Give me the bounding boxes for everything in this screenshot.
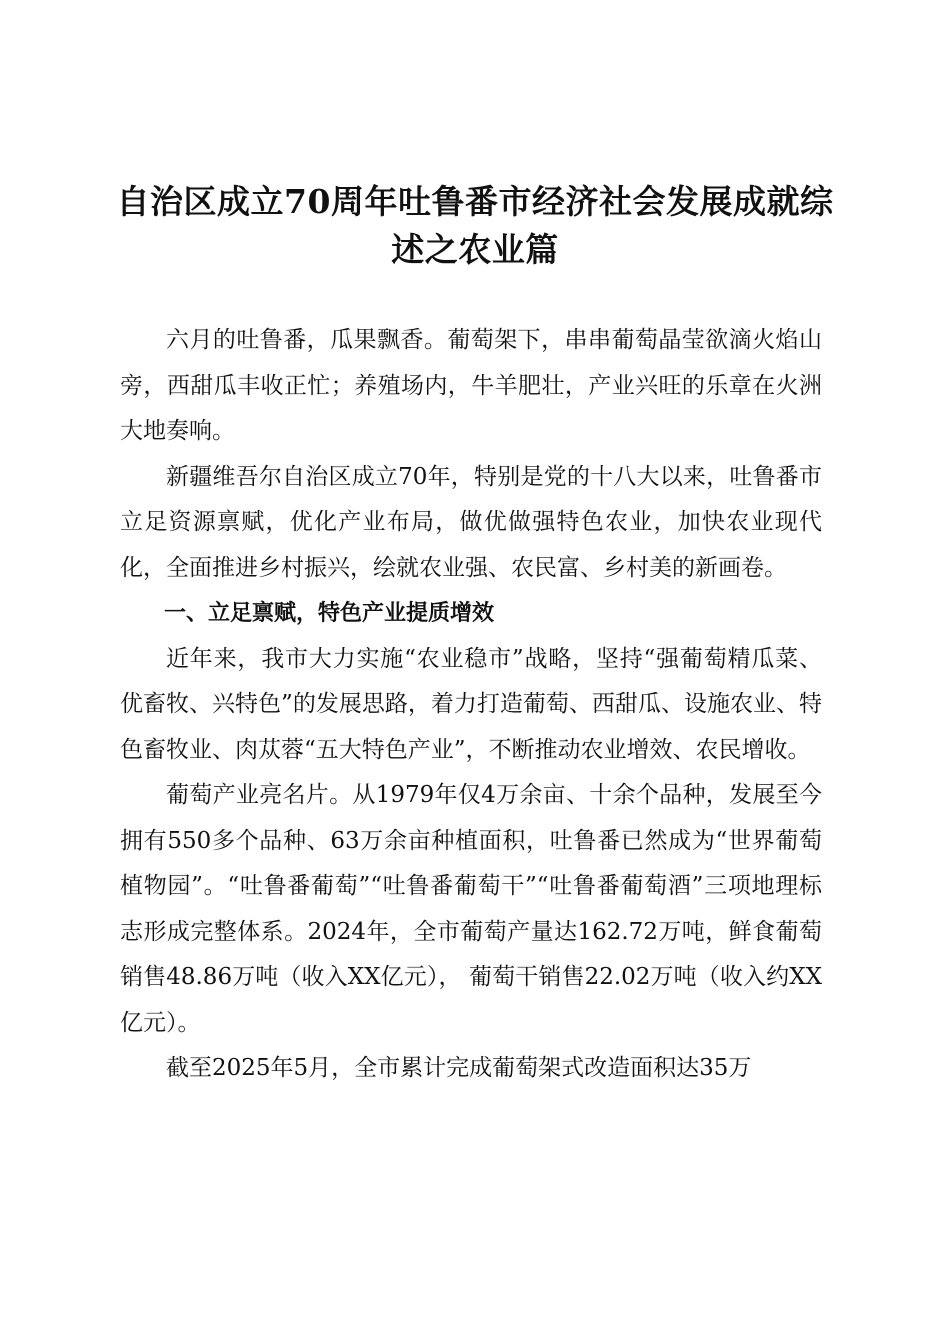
section-heading: 一、立足禀赋，特色产业提质增效	[164, 601, 495, 626]
intro-paragraph: 六月的吐鲁番，瓜果飘香。葡萄架下，串串葡萄晶莹欲滴火焰山旁，西甜瓜丰收正忙；养殖场内，牛羊肥壮，产业兴旺的乐章在火洲大地奏响。	[120, 327, 822, 444]
document-body	[120, 318, 822, 1092]
document-title: 自治区成立70周年吐鲁番市经济社会发展成就综述之农业篇	[116, 182, 834, 269]
overview-paragraph: 新疆维吾尔自治区成立70年，特别是党的十八大以来，吐鲁番市立足资源禀赋，优化产业布局，做优做强特色农业，加快农业现代化，全面推进乡村振兴，绘就农业强、农民富、乡村美的新画卷。	[120, 463, 822, 581]
trellis-paragraph: 截至2025年5月，全市累计完成葡萄架式改造面积达35万	[166, 1055, 752, 1081]
grape-industry-paragraph: 葡萄产业亮名片。从1979年仅4万余亩、十余个品种，发展至今拥有550多个品种、63万余亩种植面积，吐鲁番已然成为“世界葡萄植物园”。“吐鲁番葡萄”“吐鲁番葡萄干”“吐鲁番葡萄酒”三项地理标志形成完整体系。2024年，全市葡萄产量达162.72万吨，鲜食葡萄销售48.86万吨（收入XX亿元）， 葡萄干销售22.02万吨（收入约XX亿元）。	[120, 782, 822, 1036]
strategy-paragraph: 近年来，我市大力实施“农业稳市”战略，坚持“强葡萄精瓜菜、优畜牧、兴特色”的发展思路，着力打造葡萄、西甜瓜、设施农业、特色畜牧业、肉苁蓉“五大特色产业”，不断推动农业增效、农民增收。	[120, 645, 822, 763]
